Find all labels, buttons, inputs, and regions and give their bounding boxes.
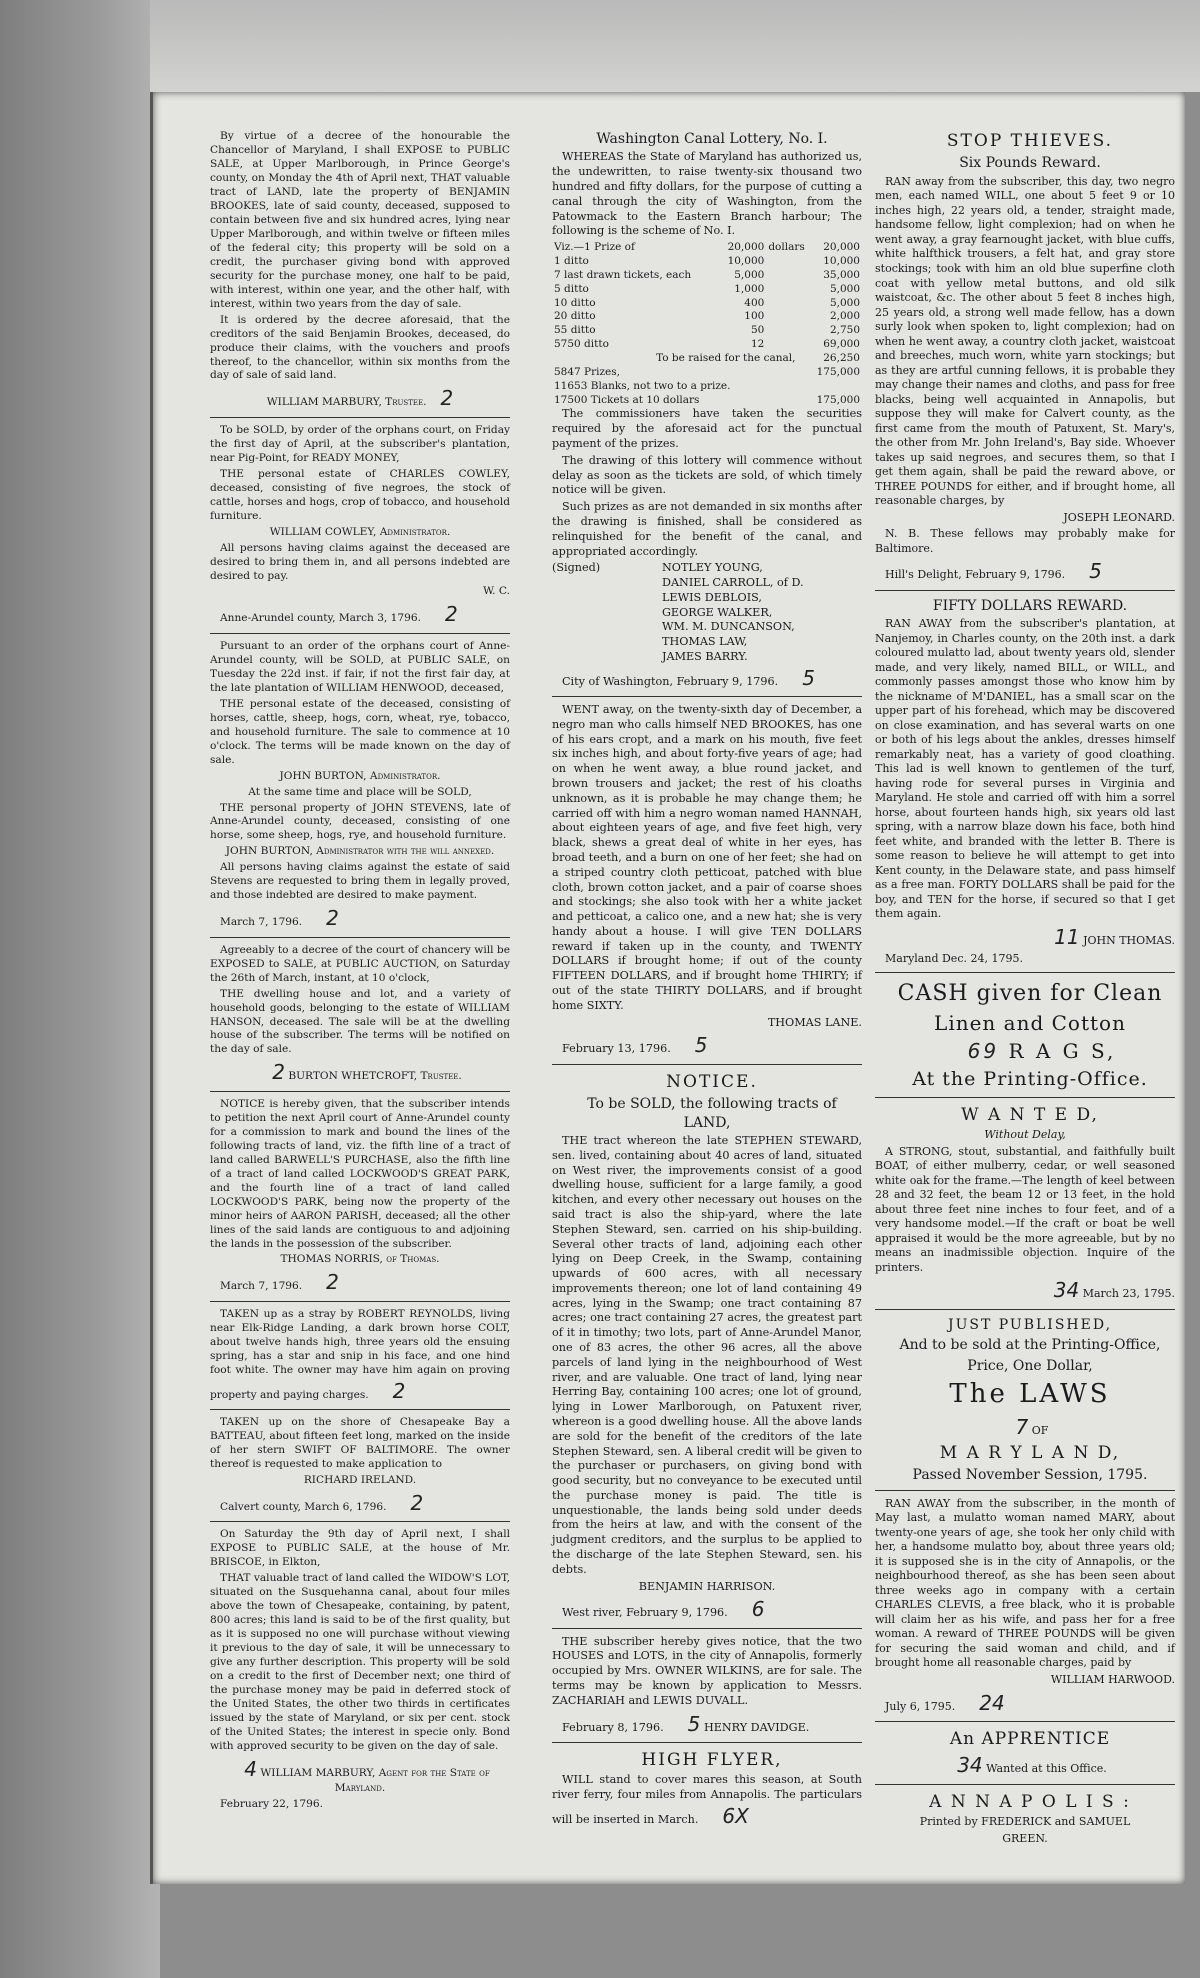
lottery-scheme-row — [552, 283, 862, 297]
lottery-scheme-cell: 5 ditto — [554, 282, 589, 295]
lottery-scheme-cell — [766, 310, 814, 324]
lottery-scheme-cell: 10,000 — [727, 255, 765, 268]
lottery-drawing: The drawing of this lottery will commence without delay as soon as the tickets are sold, of which timely notice will be given. — [552, 453, 862, 497]
rule — [875, 1309, 1175, 1310]
high-flyer-title: HIGH FLYER, — [641, 1750, 783, 1770]
column-3 — [875, 130, 1175, 1848]
ad-widows-lot-heading: On Saturday the 9th day of April next, I shall EXPOSE to PUBLIC SALE, at the house of Mr. BRISCOE, in Elkton, — [210, 1528, 510, 1569]
fifty-dollars-signature: 11 JOHN THOMAS. — [1054, 925, 1175, 949]
lottery-title: Washington Canal Lottery, No. I. — [596, 131, 828, 147]
ad-widows-lot-signature: 4 WILLIAM MARBURY, Agent for the State of Maryland. — [244, 1756, 490, 1795]
lottery-scheme-cell: 5750 ditto — [554, 338, 609, 351]
wanted-body: A STRONG, stout, substantial, and faithfully built BOAT, of either mulberry, cedar, or well seasoned white oak for the frame.—The length of keel between 28 and 32 feet, the beam 12 or 13 feet, in the hold about three feet nine inches to four feet, and of a very handsome model.—If the craft or boat be well appraised it would be the more agreeable, but by no means an inadmissible objection. Inquire of the printers. — [875, 1144, 1175, 1274]
pen-mark: 2 — [445, 602, 458, 627]
ad-stevens-claims: All persons having claims against the estate of said Stevens are requested to bring them in legally proved, and those indebted are desired to make payment. — [210, 861, 510, 902]
lottery-scheme-cell: 5,000 — [829, 296, 860, 309]
laws-line-6: M A R Y L A N D, — [939, 1442, 1121, 1463]
rule — [210, 1409, 510, 1410]
ad-stevens-heading: At the same time and place will be SOLD, — [248, 785, 472, 798]
lottery-scheme-cell — [766, 338, 814, 352]
notice-signature: BENJAMIN HARRISON. — [638, 1579, 776, 1593]
lottery-scheme-row — [552, 241, 862, 255]
lottery-scheme-row — [552, 310, 862, 324]
rule — [552, 1064, 862, 1065]
lottery-signer: DANIEL CARROLL, of D. — [662, 576, 804, 590]
imprint-line-1: A N N A P O L I S : — [929, 1791, 1131, 1812]
notice-title: NOTICE. — [666, 1071, 758, 1092]
pen-mark: 34 — [1053, 1278, 1080, 1303]
ad-stevens-body: THE personal property of JOHN STEVENS, late of Anne-Arundel county, deceased, consisting of one horse, some sheep, hogs, rye, and household furniture. — [210, 801, 510, 842]
stop-thieves-nb: N. B. These fellows may probably make for Baltimore. — [875, 527, 1175, 555]
lottery-scheme-cell: 69,000 — [823, 338, 860, 351]
rule — [210, 1301, 510, 1302]
apprentice-line-1: An APPRENTICE — [949, 1728, 1111, 1749]
cash-line-3: 69 R A G S, — [875, 1038, 1175, 1064]
ad-cowley-claims: All persons having claims against the deceased are desired to bring them in, and all persons indebted are desired to pay. — [210, 541, 510, 582]
ad-hanson-body: THE dwelling house and lot, and a variety of household goods, belonging to the estate of WILLIAM HANSON, deceased. The sale will be at the dwelling house of the subscriber. The terms will be notified on the day of sale. — [210, 987, 510, 1056]
cash-line-4: At the Printing-Office. — [912, 1067, 1148, 1090]
stop-thieves-title: STOP THIEVES. — [946, 131, 1114, 151]
lottery-scheme-cell: 12 — [750, 338, 765, 351]
lottery-scheme-row — [552, 269, 862, 283]
signed-label: (Signed) — [552, 561, 601, 575]
notice-subtitle: To be SOLD, the following tracts of LAND, — [587, 1096, 837, 1131]
pen-mark: 2 — [272, 1060, 285, 1085]
laws-line-3: Price, One Dollar, — [967, 1357, 1093, 1374]
lottery-scheme-cell: 20,000 — [727, 241, 765, 254]
lottery-scheme-cell: 7 last drawn tickets, each — [554, 268, 692, 281]
lottery-signers — [552, 561, 862, 664]
pen-mark: 2 — [326, 906, 339, 931]
rule — [875, 590, 1175, 591]
ad-batteau-date: Calvert county, March 6, 1796. 2 — [220, 1490, 424, 1515]
high-flyer-body: WILL stand to cover mares this season, at South river ferry, four miles from Annapolis. The particulars will be inserted in March. 6X — [552, 1773, 862, 1828]
laws-line-4: The LAWS — [949, 1379, 1111, 1410]
cash-line-2: Linen and Cotton — [934, 1010, 1126, 1035]
stop-thieves-signature: JOSEPH LEONARD. — [1063, 510, 1175, 524]
rule — [210, 417, 510, 418]
ad-ned-brookes-signature: THOMAS LANE. — [767, 1015, 862, 1029]
pen-mark: 5 — [687, 1711, 701, 1736]
pen-mark: 2 — [440, 386, 454, 411]
rule — [552, 1628, 862, 1629]
ad-henwood-heading: Pursuant to an order of the orphans court of Anne-Arundel county, will be SOLD, at PUBLIC SALE, on Tuesday the 22d inst. if fair, if not the first fair day, at the late plantation of WILLIAM HENWOOD, deceased, — [210, 639, 510, 694]
lottery-scheme-row — [552, 324, 862, 338]
lottery-scheme-cell: 1 ditto — [554, 255, 589, 268]
pen-mark: 5 — [802, 665, 815, 690]
rule — [210, 937, 510, 938]
ad-houses-lots: THE subscriber hereby gives notice, that the two HOUSES and LOTS, in the city of Annapolis, formerly occupied by Mrs. OWNER WILKINS, are for sale. The terms may be known by application to Messrs. ZACHARIAH and LEWIS DUVALL. — [552, 1634, 862, 1707]
rule — [210, 1091, 510, 1092]
lottery-scheme-row — [552, 255, 862, 269]
lottery-scheme-cell: Viz.—1 Prize of — [554, 241, 635, 254]
lottery-scheme-row — [552, 338, 862, 352]
imprint-line-2: Printed by FREDERICK and SAMUEL — [919, 1815, 1131, 1829]
microfilm-margin — [0, 0, 160, 1978]
laws-line-7: Passed November Session, 1795. — [912, 1467, 1148, 1484]
lottery-scheme-cell: 2,750 — [829, 324, 860, 337]
lottery-scheme-cell: 5,000 — [734, 268, 765, 281]
ad-cowley-date: Anne-Arundel county, March 3, 1796. 2 — [220, 602, 458, 627]
lottery-prizes-row: 5847 Prizes, 175,000 — [554, 365, 860, 378]
lottery-scheme-cell: 10,000 — [823, 255, 860, 268]
stop-thieves-subtitle: Six Pounds Reward. — [959, 155, 1101, 172]
column-2 — [552, 130, 862, 1831]
lottery-signer: LEWIS DEBLOIS, — [662, 590, 762, 604]
laws-line-1: JUST PUBLISHED, — [947, 1316, 1113, 1333]
lottery-scheme-cell — [766, 283, 814, 297]
ad-brookes-signature: WILLIAM MARBURY, Trustee. 2 — [266, 386, 454, 411]
ad-stray-colt: TAKEN up as a stray by ROBERT REYNOLDS, living near Elk-Ridge Landing, a dark brown horse COLT, about twelve hands high, three years old the ensuing spring, has a star and snip in his face, and one hind foot white. The owner may have him again on proving property and paying charges. 2 — [210, 1307, 510, 1403]
lottery-scheme-cell: 100 — [744, 310, 765, 323]
laws-line-2: And to be sold at the Printing-Office, — [899, 1337, 1161, 1354]
ad-mary-body: RAN AWAY from the subscriber, in the month of May last, a mulatto woman named MARY, about twenty-one years of age, she took her only child with her, a handsome mulatto boy, about three years old; it is supposed she is in the city of Annapolis, or the neighbourhood thereof, as she has been seen about three weeks ago in company with a certain CHARLES CLEVIS, a free black, who it is probable will claim her as his wife, and pass her for a free woman. A reward of THREE POUNDS will be given for securing the said woman and child, and if brought home all reasonable charges, paid by — [875, 1496, 1175, 1670]
page-top-edge — [150, 0, 1200, 92]
pen-mark: 24 — [979, 1690, 1005, 1715]
pen-mark: 34 — [957, 1753, 983, 1778]
ad-widows-lot-date: February 22, 1796. — [220, 1798, 323, 1811]
lottery-scheme-cell — [766, 255, 814, 269]
lottery-scheme-cell: 10 ditto — [554, 296, 596, 309]
ad-cowley-body: THE personal estate of CHARLES COWLEY, deceased, consisting of five negroes, the stock of cattle, horses and hogs, crop of tobacco, and household furniture. — [210, 467, 510, 522]
ad-batteau: TAKEN up on the shore of Chesapeake Bay a BATTEAU, about fifteen feet long, marked on the inside of her stern SWIFT OF BALTIMORE. The owner thereof is requested to make application to — [210, 1416, 510, 1470]
laws-line-5: 7 OF — [1015, 1414, 1049, 1439]
pen-mark: 5 — [1089, 559, 1102, 584]
ad-batteau-signature: RICHARD IRELAND. — [303, 1473, 417, 1486]
pen-mark: 2 — [410, 1490, 424, 1515]
cash-line-1: CASH given for Clean — [897, 980, 1163, 1006]
lottery-signer: GEORGE WALKER, — [662, 605, 773, 619]
ad-brookes-land: By virtue of a decree of the honourable the Chancellor of Maryland, I shall EXPOSE to PUBLIC SALE, at Upper Marlborough, in Prince George's county, on Monday the 4th of April next, THAT valuable tract of LAND, late the property of BENJAMIN BROOKES, late of said county, deceased, supposed to contain between five and six hundred acres, lying near Upper Marlborough, and within twelve or fifteen miles of the federal city; this property will be sold on a credit, the purchaser giving bond with approved security for the purchase money, one half to be paid, with interest, within one year, and the other half, with interest, within two years from the day of sale. — [210, 130, 510, 310]
lottery-unclaimed: Such prizes as are not demanded in six months after the drawing is finished, shall be considered as relinquished for the benefit of the canal, and appropriated accordingly. — [552, 500, 862, 558]
lottery-signer: THOMAS LAW, — [662, 635, 748, 649]
ad-cowley-heading: To be SOLD, by order of the orphans court, on Friday the first day of April, at the subscriber's plantation, near Pig-Point, for READY MONEY, — [210, 423, 510, 464]
stop-thieves-body: RAN away from the subscriber, this day, two negro men, each named WILL, one about 5 feet 9 or 10 inches high, 22 years old, a tender, straight made, handsome fellow, light complexion; had on when he went away, a gray fearnought jacket, with blue cuffs, white halfthick trousers, a felt hat, and gray store stockings; took with him an old blue superfine cloth coat with yellow metal buttons, and old silk waistcoat, &c. The other about 5 feet 8 inches high, 25 years old, a strong well made fellow, has a down surly look when spoken to, light complexion; had on when he went away, a country cloth jacket, waistcoat and breeches, much worn, white yarn stockings; but as they are artful cunning fellows, it is probable they may change their names and cloths, and pass for free blacks, being well acquainted in Annapolis, but suppose they will make for Calvert county, as the first came from the mouth of Patuxent, St. Mary's, the other from Mr. John Ireland's, Bay side. Whoever takes up said negroes, and secures them, so that I get them again, shall be paid the reward above, or THREE POUNDS for either, and if brought home, all reasonable charges, by — [875, 174, 1175, 508]
column-1 — [210, 130, 510, 1814]
lottery-scheme-table — [552, 241, 862, 352]
ad-mary-signature: WILLIAM HARWOOD. — [1050, 1672, 1175, 1686]
ad-norris-date: March 7, 1796. 2 — [220, 1270, 339, 1295]
ad-stevens-signature: JOHN BURTON, Administrator with the will annexed. — [225, 845, 495, 858]
rule — [875, 1490, 1175, 1491]
lottery-scheme-cell: 5,000 — [829, 282, 860, 295]
pen-mark: 11 — [1054, 925, 1080, 949]
ad-houses-signature: February 8, 1796. 5 HENRY DAVIDGE. — [562, 1711, 810, 1736]
wanted-subtitle: Without Delay, — [984, 1128, 1066, 1142]
rule — [875, 972, 1175, 973]
imprint-line-3: GREEN. — [1002, 1831, 1048, 1845]
lottery-scheme-cell: 20 ditto — [554, 310, 596, 323]
lottery-scheme-cell: 400 — [744, 296, 765, 309]
ad-brookes-creditors: It is ordered by the decree aforesaid, that the creditors of the said Benjamin Brookes, deceased, do produce their claims, with the vouchers and proofs thereof, to the chancellor, within six months from the day of sale of said land. — [210, 313, 510, 382]
stop-thieves-date: Hill's Delight, February 9, 1796. 5 — [885, 559, 1102, 584]
pen-mark: 6X — [722, 1804, 749, 1828]
fifty-dollars-body: RAN AWAY from the subscriber's plantation, at Nanjemoy, in Charles county, on the 20th inst. a dark coloured mulatto lad, about twenty years old, slender made, and very likely, named BILL, or WILL, and commonly passes amongst those who know him by the nickname of M'DANIEL, has a small scar on the upper part of his forehead, which may be discovered on close examination, and has several warts on one or both of his legs about the ankles, dresses himself remarkably neat, has a variety of good cloathing. This lad is well known to gentlemen of the turf, having rode for several purses in Virginia and Maryland. He stole and carried off with him a sorrel horse, about fourteen hands high, six years old last spring, with a narrow blaze down his face, both hind feet white, and branded with the letter B. There is some reason to believe he will attempt to get into Kent county, in the Delaware state, and pass himself as a free man. FORTY DOLLARS shall be paid for the boy, and TEN for the horse, if secured so that I get them again. — [875, 617, 1175, 921]
fifty-dollars-title: FIFTY DOLLARS REWARD. — [932, 597, 1128, 614]
wanted-title: W A N T E D, — [961, 1104, 1099, 1125]
lottery-scheme-cell — [766, 324, 814, 338]
lottery-scheme-cell: 20,000 — [823, 241, 860, 254]
ad-norris-body: NOTICE is hereby given, that the subscriber intends to petition the next April court of Anne-Arundel county for a commission to mark and bound the lines of the following tracts of land, viz. the fifth line of a tract of land called BARWELL'S PURCHASE, also the fifth line of a tract of land called LOCKWOOD'S GREAT PARK, and the fourth line of a tract of land called LOCKWOOD'S PARK, being now the property of the minor heirs of AARON PARISH, deceased; all the other lines of the said lands are contiguous to and adjoining the lands in the possession of the subscriber. — [210, 1097, 510, 1250]
rule — [210, 633, 510, 634]
ad-ned-brookes: WENT away, on the twenty-sixth day of December, a negro man who calls himself NED BROOKES, has one of his ears cropt, and a mark on his mouth, five feet six inches high, and about forty-five years of age; had on when he went away, a blue round jacket, and brown trousers and jacket; the rest of his cloaths unknown, as it is probable he may change them; he carried off with him a negro woman named HANNAH, about eighteen years of age, and five feet high, very black, shews a great deal of white in her eyes, has broad teeth, and a burn on one of her feet; she had on a striped country cloth petticoat, patched with blue cloth, brown cotton jacket, and a pair of coarse shoes and stockings; she also took with her a white jacket and petticoat, a calico one, and a new hat; she is very handy about a house. I will give TEN DOLLARS reward if taken up in the county, and TWENTY DOLLARS if brought home; if out of the county FIFTEEN DOLLARS, and if brought home THIRTY; if out of the state THIRTY DOLLARS, and if brought home SIXTY. — [552, 703, 862, 1012]
lottery-scheme-cell: 55 ditto — [554, 324, 596, 337]
wanted-date: 34 March 23, 1795. — [1053, 1278, 1175, 1303]
lottery-blanks-row: 11653 Blanks, not two to a prize. — [554, 379, 731, 392]
lottery-scheme-row — [552, 297, 862, 311]
ad-cowley-initials: W. C. — [483, 585, 510, 598]
lottery-scheme-cell: 1,000 — [734, 282, 765, 295]
lottery-signer: NOTLEY YOUNG, — [662, 561, 763, 575]
lottery-totals — [552, 352, 862, 407]
lottery-tickets-row: 17500 Tickets at 10 dollars 175,000 — [554, 393, 860, 406]
lottery-raised-row: To be raised for the canal, 26,250 — [656, 352, 860, 365]
ad-norris-signature: THOMAS NORRIS, of Thomas. — [280, 1253, 440, 1266]
lottery-scheme-cell: 35,000 — [823, 268, 860, 281]
lottery-intro: WHEREAS the State of Maryland has authorized us, the undewritten, to raise twenty-six thousand two hundred and fifty dollars, for the purpose of cutting a canal through the city of Washington, from the Patowmack to the Eastern Branch harbour; The following is the scheme of No. I. — [552, 150, 862, 238]
apprentice-line-2: 34 Wanted at this Office. — [957, 1753, 1107, 1778]
pen-mark: 5 — [694, 1033, 708, 1058]
lottery-signer: WM. M. DUNCANSON, — [662, 620, 795, 634]
rule — [875, 1784, 1175, 1785]
lottery-scheme-cell: 2,000 — [829, 310, 860, 323]
lottery-scheme-cell — [766, 297, 814, 311]
lottery-scheme-cell: dollars — [768, 241, 805, 254]
ad-henwood-signature: JOHN BURTON, Administrator. — [279, 769, 441, 782]
rule — [552, 696, 862, 697]
rule — [875, 1097, 1175, 1098]
rule — [875, 1721, 1175, 1722]
pen-mark: 7 — [1015, 1414, 1029, 1439]
notice-body: THE tract whereon the late STEPHEN STEWARD, sen. lived, containing about 40 acres of land, situated on West river, the improvements consist of a good dwelling house, sufficient for a large family, a good kitchen, and every other necessary out houses on the said tract is also the ship-yard, where the late Stephen Steward, sen. carried on his ship-building. Several other tracts of land, adjoining each other lying on Deep Creek, in the Swamp, containing upwards of 600 acres, with all necessary improvements thereon; one lot of land containing 49 acres, lying in the Swamp; one tract containing 87 acres; one tract containing 27 acres, the greatest part of it in timothy; two lots, part of Anne-Arundel Manor, one of 83 acres, the other 96 acres, all the above parcels of land lying in the neighbourhood of West river, and are valuable. One tract of land, lying near Herring Bay, containing 100 acres; one lot of ground, lying in Lower Marlborough, on Patuxent river, whereon is a good dwelling house. All the above lands are sold for the benefit of the creditors of the late Stephen Steward, sen. A liberal credit will be given to the purchaser or purchasers, on giving bond with good security, but no conveyance to be executed until the purchase money is paid. The title is unquestionable, the lands being sold under deeds from the heirs at law, and with the consent of the judgment creditors, and the surplus to be applied to the discharge of the late Stephen Steward, sen. his debts. — [552, 1134, 862, 1576]
lottery-scheme-cell — [766, 269, 814, 283]
pen-mark: 4 — [244, 1756, 257, 1781]
pen-mark: 2 — [392, 1378, 406, 1403]
notice-date: West river, February 9, 1796. 6 — [562, 1597, 765, 1622]
ad-ned-brookes-date: February 13, 1796. 5 — [562, 1033, 708, 1058]
ad-cowley-signature: WILLIAM COWLEY, Administrator. — [269, 525, 451, 538]
lottery-signer: JAMES BARRY. — [662, 649, 748, 663]
ad-hanson-signature: 2 BURTON WHETCROFT, Trustee. — [272, 1060, 462, 1085]
rule — [552, 1742, 862, 1743]
ad-henwood-body: THE personal estate of the deceased, consisting of horses, cattle, sheep, hogs, corn, wheat, rye, tobacco, and household furniture. The sale to commence at 10 o'clock. The terms will be made known on the day of sale. — [210, 697, 510, 766]
pen-mark: 6 — [751, 1597, 765, 1622]
rule — [210, 1521, 510, 1522]
lottery-securities: The commissioners have taken the securities required by the aforesaid act for the punctual payment of the prizes. — [552, 407, 862, 451]
pen-mark: 2 — [326, 1270, 339, 1295]
lottery-scheme-cell: 50 — [750, 324, 765, 337]
lottery-date: City of Washington, February 9, 1796. 5 — [562, 665, 815, 690]
ad-hanson-heading: Agreeably to a decree of the court of chancery will be EXPOSED to SALE, at PUBLIC AUCTION, on Saturday the 26th of March, instant, at 10 o'clock, — [210, 943, 510, 984]
ad-mary-date: July 6, 1795. 24 — [885, 1690, 1005, 1715]
fifty-dollars-date: Maryland Dec. 24, 1795. — [885, 952, 1023, 966]
ad-widows-lot-body: THAT valuable tract of land called the WIDOW'S LOT, situated on the Susquehanna canal, about four miles above the town of Chesapeake, containing, by patent, 800 acres; this land is said to be of the first quality, but as it is supposed no one will purchase without viewing it previous to the day of sale, it will be unnecessary to give any further description. This property will be sold on a credit to the first of December next; one third of the purchase money may be paid in deferred stock of the United States, the other two thirds in certificates issued by the state of Maryland, or six per cent. stock of the United States; the interest in specie only. Bond with approved security to be given on the day of sale. — [210, 1572, 510, 1752]
pen-mark: 69 — [967, 1039, 1000, 1064]
ad-stevens-date: March 7, 1796. 2 — [220, 906, 339, 931]
